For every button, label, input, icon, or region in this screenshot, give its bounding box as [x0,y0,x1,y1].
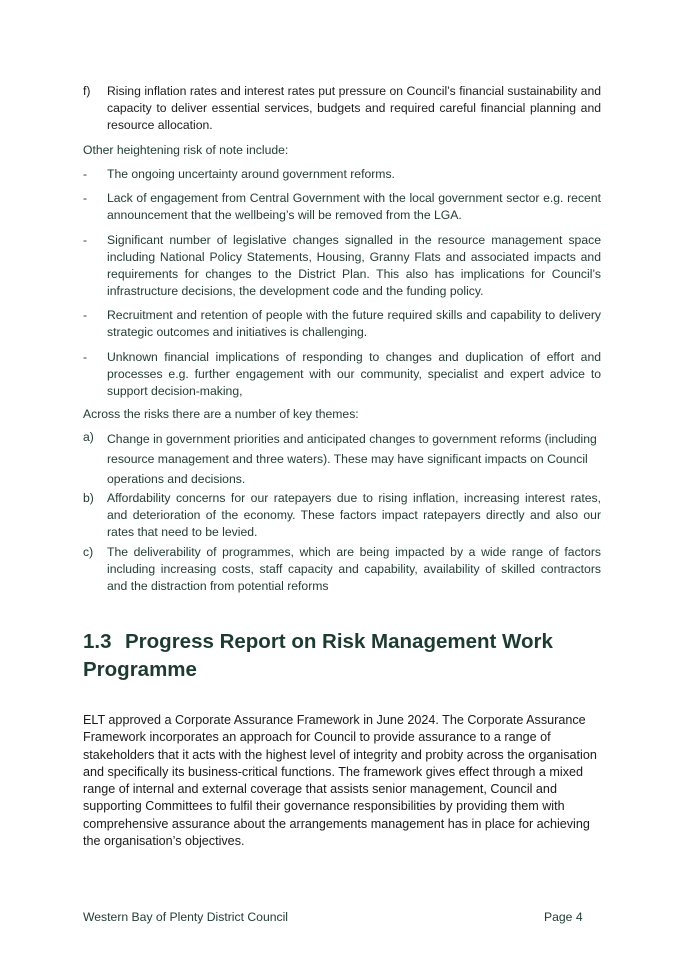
risk-item [83,190,601,224]
list-marker: c) [83,545,94,559]
risk-item [83,232,601,300]
section-title: Progress Report on Risk Management Work Programme [83,630,553,681]
risk-item-text: Significant number of legislative changes signalled in the resource management space including National Policy Statements, Housing, Granny Flats and associated impacts and requirements for changes to the District Plan. This also has implications for Council’s infrastructure decisions, the development code and the funding policy. [107,233,601,298]
risk-item-text: Unknown financial implications of responding to changes and duplication of effort and processes e.g. further engagement with our community, specialist and expert advice to support decision-making, [107,350,601,398]
footer-page-number: Page 4 [544,910,583,924]
risk-item [83,166,601,183]
list-marker: a) [83,430,94,444]
theme-item-text: Affordability concerns for our ratepayers due to rising inflation, increasing interest rates, and deterioration of the economy. These factors impact ratepayers directly and also our rates that need to be levied. [107,491,601,539]
bullet-dash: - [83,167,88,181]
list-marker: b) [83,491,94,505]
bullet-dash: - [83,233,88,247]
bullet-dash: - [83,350,88,364]
footer-organisation: Western Bay of Plenty District Council [83,910,289,924]
theme-item-text: The deliverability of programmes, which are being impacted by a wide range of factors including increasing costs, staff capacity and capability, availability of skilled contractors and the distraction from potential reforms [107,545,601,593]
section-heading [83,628,603,684]
risk-item-text: Recruitment and retention of people with the future required skills and capability to delivery strategic outcomes and initiatives is challenging. [107,308,601,339]
themes-intro: Across the risks there are a number of key themes: [83,407,359,421]
risk-item-text: Lack of engagement from Central Government with the local government sector e.g. recent announcement that the wellbeing’s will be removed from the LGA. [107,191,601,222]
theme-item-a [83,429,601,489]
list-item-text: Rising inflation rates and interest rates put pressure on Council’s financial sustainability and capacity to deliver essential services, budgets and required careful financial planning and resource allocation. [107,84,601,132]
bullet-dash: - [83,191,88,205]
risk-item [83,307,601,341]
section-body: ELT approved a Corporate Assurance Framework in June 2024. The Corporate Assurance Framework incorporates an approach for Council to provide assurance to a range of stakeholders that it acts with the highest level of integrity and probity across the organisation and specifically its business-critical functions. The framework gives effect through a mixed range of internal and external coverage that assists senior management, Council and supporting Committees to fulfil their governance responsibilities by providing them with comprehensive assurance about the arrangements management has in place for achieving the organisation’s objectives. [83,713,597,849]
risk-item-text: The ongoing uncertainty around government reforms. [107,167,395,181]
theme-item-b [83,490,601,541]
risk-item [83,349,601,400]
theme-item-text: Change in government priorities and anticipated changes to government reforms (including resource management and three waters). These may have significant impacts on Council operations and decisions. [107,432,597,486]
other-risks-intro: Other heightening risk of note include: [83,143,289,157]
section-number: 1.3 [83,630,112,653]
bullet-dash: - [83,308,88,322]
list-marker: f) [83,84,91,98]
theme-item-c [83,544,601,595]
list-item-f [83,83,601,134]
